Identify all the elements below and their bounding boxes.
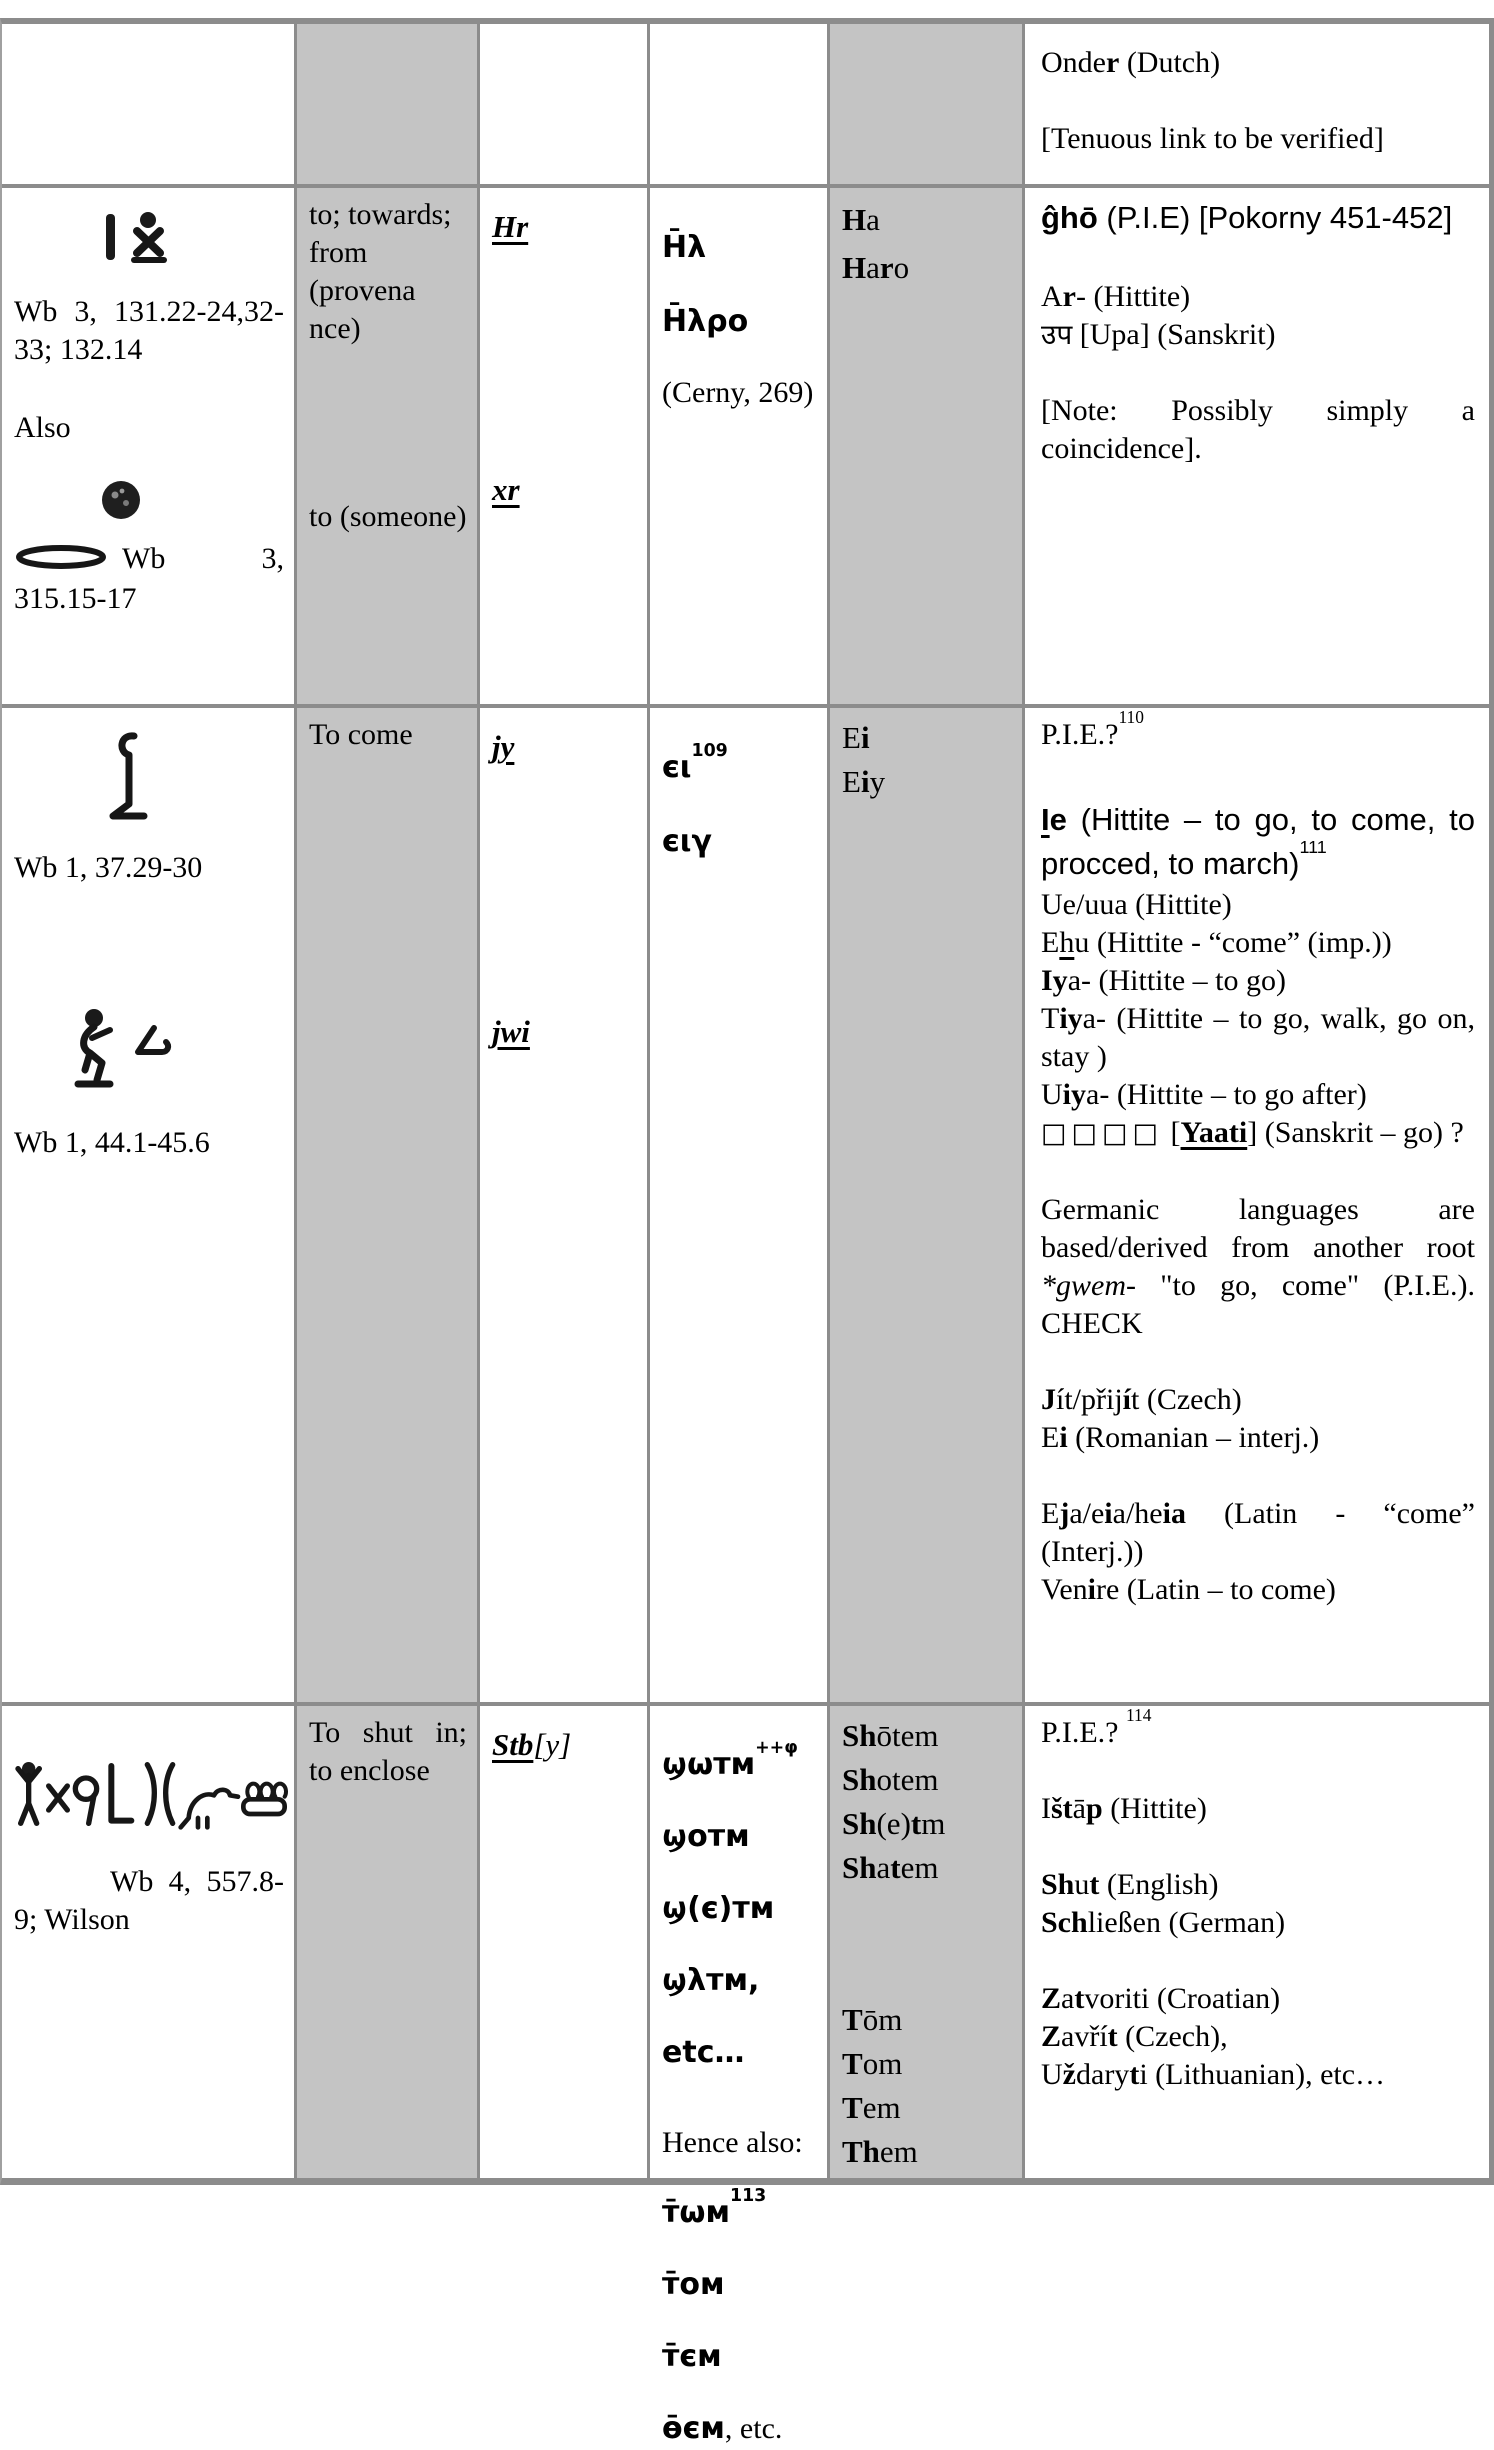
wb-reference: Wb 3, 131.22-24,32-33; 132.14 <box>14 295 284 366</box>
hieroglyph-pellet-icon <box>14 477 284 528</box>
coptic-form: т̄oм <box>662 2267 725 2302</box>
spacer <box>1041 1457 1475 1495</box>
cell-r1-etymology <box>1025 188 1489 708</box>
coptic-form: т̄єм <box>662 2339 722 2374</box>
cell-r1-romanization <box>830 188 1025 708</box>
note-line: [Tenuous link to be verified] <box>1041 122 1384 155</box>
cognate-line: Ar- (Hittite) <box>1041 280 1191 313</box>
pie-question-line: P.I.E.? $^{114}$ <box>1041 1705 1152 1749</box>
wb-reference <box>14 540 284 618</box>
cognate-line: उप [Upa] (Sanskrit) <box>1041 318 1276 351</box>
cell-r0-etymology <box>1025 24 1489 188</box>
cell-r0-meaning <box>297 24 480 188</box>
transliteration: Hr <box>492 209 529 244</box>
cell-r1-transliteration <box>480 188 650 708</box>
cell-r0-coptic <box>650 24 830 188</box>
cognate-line: □□□□ [Yaati] (Sanskrit – go) ? <box>1041 1116 1464 1149</box>
cognate-line: Venire (Latin – to come) <box>1041 1573 1336 1606</box>
note-line: [Note: Possibly simply a coincidence]. <box>1041 394 1475 465</box>
romanized-form: Sh(e)tm <box>842 1806 946 1841</box>
spacer <box>842 1934 1012 1978</box>
spacer <box>662 2104 817 2124</box>
meaning-text: to (someone​) <box>309 500 467 533</box>
cell-r0-transliteration <box>480 24 650 188</box>
cell-r1-coptic <box>650 188 830 708</box>
cell-r2-etymology <box>1025 708 1489 1706</box>
coptic-form: $т̄\omega м^{113}$ <box>662 2186 767 2230</box>
spacer <box>1041 1153 1475 1191</box>
cognate-line: Jít/přijít (Czech) <box>1041 1383 1242 1416</box>
etymology-table <box>0 18 1494 2446</box>
romanized-form: Ei <box>842 720 870 755</box>
cognate-line: Schließen (German) <box>1041 1906 1286 1939</box>
spacer <box>1041 240 1475 278</box>
transliteration: Stb[y] <box>492 1727 572 1762</box>
cognate-line: Uiya- (Hittite – to go after) <box>1041 1078 1367 1111</box>
transliteration: jy <box>492 729 515 764</box>
coptic-form: etc… <box>662 2035 745 2070</box>
meaning-text: to; towards; from (provena​nce) <box>309 198 452 345</box>
cell-r0-hieroglyph <box>2 24 297 188</box>
romanized-form: Shatem <box>842 1850 939 1885</box>
hieroglyph-oval-icon <box>14 542 108 580</box>
cell-r2-transliteration <box>480 708 650 1706</box>
meaning-text: To shut in; to enclose <box>309 1716 467 1787</box>
coptic-form: ϣoтм <box>662 1819 750 1854</box>
coptic-form: ϣωтм$^{++\varphi}$ <box>662 1738 798 1782</box>
spacer <box>1041 754 1475 798</box>
spacer <box>1041 1343 1475 1381</box>
cognate-line: Zatvoriti (Croatian) <box>1041 1982 1281 2015</box>
cell-r3-meaning <box>297 1706 480 2178</box>
note-line: Germanic languages are based/derived from another root *gwem- "to go, come" (P.I.E.). CHECK <box>1041 1193 1475 1340</box>
romanized-form: Tom <box>842 2046 903 2081</box>
cell-r2-romanization <box>830 708 1025 1706</box>
spacer <box>1041 1752 1475 1790</box>
hieroglyph-leg-icon <box>14 728 284 829</box>
spacer <box>1041 82 1475 120</box>
hieroglyph-seated-figure-icon <box>14 1002 284 1099</box>
hence-also-label: Hence also: <box>662 2126 803 2159</box>
coptic-form: H̄λρο <box>662 304 749 339</box>
coptic-form: ϣ(є)тм <box>662 1891 775 1926</box>
cognate-line: Shut (English) <box>1041 1868 1219 1901</box>
meaning-text: To come <box>309 718 413 751</box>
source-citation: (Cerny, 269) <box>662 376 814 409</box>
romanized-form: Them <box>842 2134 918 2169</box>
coptic-form: H̄λ <box>662 230 707 265</box>
cognate-line: Ue/uua (Hittite) <box>1041 888 1232 921</box>
coptic-form: єιγ <box>662 824 712 859</box>
transliteration: xr <box>492 472 520 507</box>
romanized-form: Tem <box>842 2090 901 2125</box>
cognate-line: Onder (Dutch) <box>1041 46 1221 79</box>
spacer <box>1041 1942 1475 1980</box>
wb-reference: Wb 1, 37.29-30 <box>14 851 203 884</box>
wb-reference: Wb 4, 557.8-9; Wilson <box>14 1865 284 1936</box>
cell-r1-hieroglyph <box>2 188 297 708</box>
romanized-form: Tōm <box>842 2002 903 2037</box>
romanized-form: Haro <box>842 250 910 285</box>
cell-r3-romanization <box>830 1706 1025 2178</box>
cognate-line: Uždaryti (Lithuanian), etc… <box>1041 2058 1386 2091</box>
cognate-line: Zavřít (Czech), <box>1041 2020 1228 2053</box>
romanized-form: Shōtem <box>842 1718 939 1753</box>
cognate-line: Ištāp (Hittite) <box>1041 1792 1207 1825</box>
cell-r2-coptic <box>650 708 830 1706</box>
coptic-form: ѳ̄єм, etc. <box>662 2411 783 2446</box>
cognate-line: Ei (Romanian – interj.) <box>1041 1421 1320 1454</box>
spacer <box>842 1890 1012 1934</box>
wb-reference: Wb 1, 44.1-45.6 <box>14 1126 210 1159</box>
hieroglyph-sequence-icon <box>14 1754 284 1843</box>
hieroglyph-stroke-and-face-icon <box>14 208 284 273</box>
romanized-form: Eiy <box>842 764 886 799</box>
coptic-form: $є\iota^{109}$ <box>662 741 728 785</box>
cognate-line: Ie (Hittite – to go, to come, to procced, to march)$^{111}$ <box>1041 802 1475 881</box>
also-label: Also <box>14 411 71 444</box>
cell-r3-etymology <box>1025 1706 1489 2178</box>
pie-root-line: ĝhō (P.I.E) [Pokorny 451-452] <box>1041 200 1453 235</box>
cognate-line: Eja/eia/heia (Latin - “come” (Interj.)) <box>1041 1497 1475 1568</box>
spacer <box>1041 354 1475 392</box>
romanized-form: Shotem <box>842 1762 939 1797</box>
cognate-line: Tiya- (Hittite – to go, walk, go on, stay ) <box>1041 1002 1475 1073</box>
cell-r3-hieroglyph <box>2 1706 297 2178</box>
cell-r3-coptic <box>650 1706 830 2446</box>
cognate-line: Ehu (Hittite - “come” (imp.)) <box>1041 926 1392 959</box>
cell-r1-meaning <box>297 188 480 708</box>
pie-question-line: P.I.E.?$^{110}$ <box>1041 707 1144 751</box>
spacer <box>1041 1828 1475 1866</box>
cell-r0-romanization <box>830 24 1025 188</box>
coptic-form: ϣλтм, <box>662 1963 760 1998</box>
transliteration: jwi <box>492 1014 530 1049</box>
cell-r2-meaning <box>297 708 480 1706</box>
spacer <box>842 1978 1012 1998</box>
cognate-line: Iya- (Hittite – to go) <box>1041 964 1286 997</box>
cell-r3-transliteration <box>480 1706 650 2178</box>
romanized-form: Ha <box>842 202 880 237</box>
cell-r2-hieroglyph <box>2 708 297 1706</box>
wb-reference-text: Wb 3, 315.15-17 <box>14 542 284 616</box>
